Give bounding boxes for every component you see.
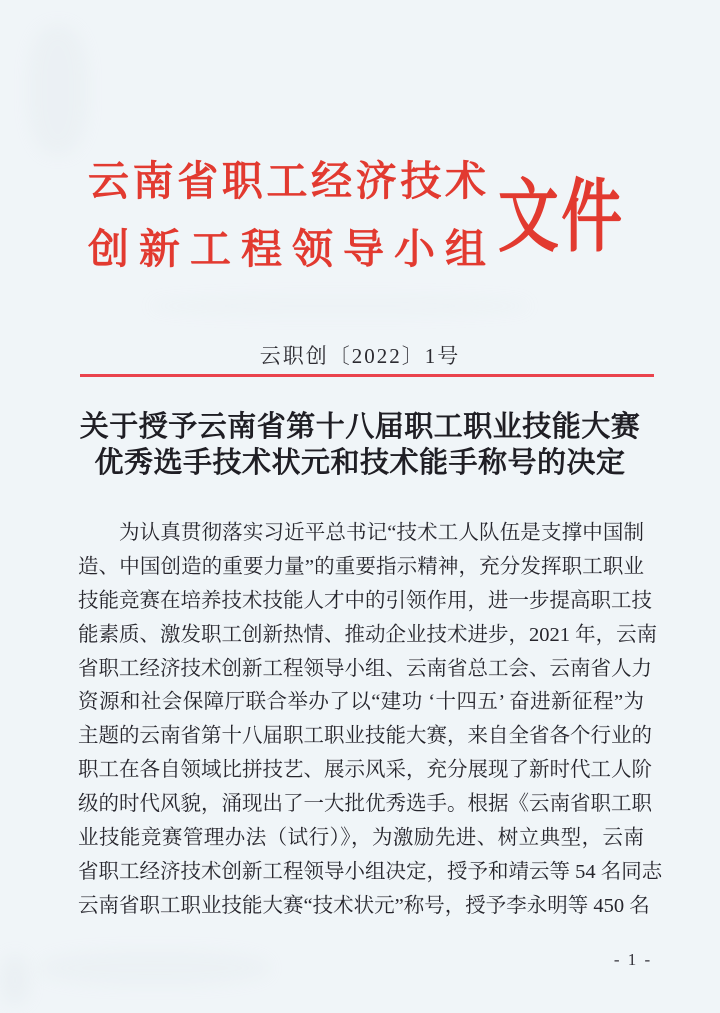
document-number: 云职创〔2022〕1号 xyxy=(259,344,461,368)
body-line: 为认真贯彻落实习近平总书记“技术工人队伍是支撑中国制 xyxy=(119,522,644,544)
body-line: 主题的云南省第十八届职工职业技能大赛，来自全省各个行业的 xyxy=(78,725,652,748)
scan-artifact xyxy=(0,955,30,1005)
scan-artifact xyxy=(40,950,270,986)
body-line: 业技能竞赛管理办法（试行）》，为激励先进、树立典型，云南 xyxy=(78,827,644,850)
body-line: 能素质、激发职工创新热情、推动企业技术进步，2021 年，云南 xyxy=(78,623,658,646)
red-divider-rule xyxy=(80,374,654,377)
body-line: 级的时代风貌，涌现出了一大批优秀选手。根据《云南省职工职 xyxy=(78,793,652,816)
letterhead-org-line1: 云南省职工经济技术 xyxy=(88,158,486,204)
body-line: 技能竞赛在培养技术技能人才中的引领作用，进一步提高职工技 xyxy=(78,589,652,612)
letterhead-doc-type: 文件 xyxy=(498,172,625,262)
body-line: 职工在各自领域比拼技艺、展示风采，充分展现了新时代工人阶 xyxy=(78,759,652,782)
page-number: - 1 - xyxy=(613,950,653,969)
body-line: 云南省职工职业技能大赛“技术状元”称号，授予李永明等 450 名 xyxy=(78,894,650,917)
letterhead-org-line2: 创新工程领导小组 xyxy=(88,226,486,272)
body-line: 省职工经济技术创新工程领导小组、云南省总工会、云南省人力 xyxy=(78,657,652,680)
body-line: 资源和社会保障厅联合举办了以“建功 ‘十四五’ 奋进新征程”为 xyxy=(78,691,644,714)
document-title-line2: 优秀选手技术状元和技术能手称号的决定 xyxy=(94,447,626,479)
body-line: 省职工经济技术创新工程领导小组决定，授予和靖云等 54 名同志 xyxy=(78,860,663,883)
document-title-line1: 关于授予云南省第十八届职工职业技能大赛 xyxy=(79,411,641,443)
document-title xyxy=(0,409,720,481)
document-body xyxy=(78,517,663,924)
scan-artifact xyxy=(150,295,530,317)
scan-artifact xyxy=(28,25,88,155)
letterhead xyxy=(88,160,486,270)
body-line: 造、中国创造的重要力量”的重要指示精神，充分发挥职工职业 xyxy=(78,555,644,578)
